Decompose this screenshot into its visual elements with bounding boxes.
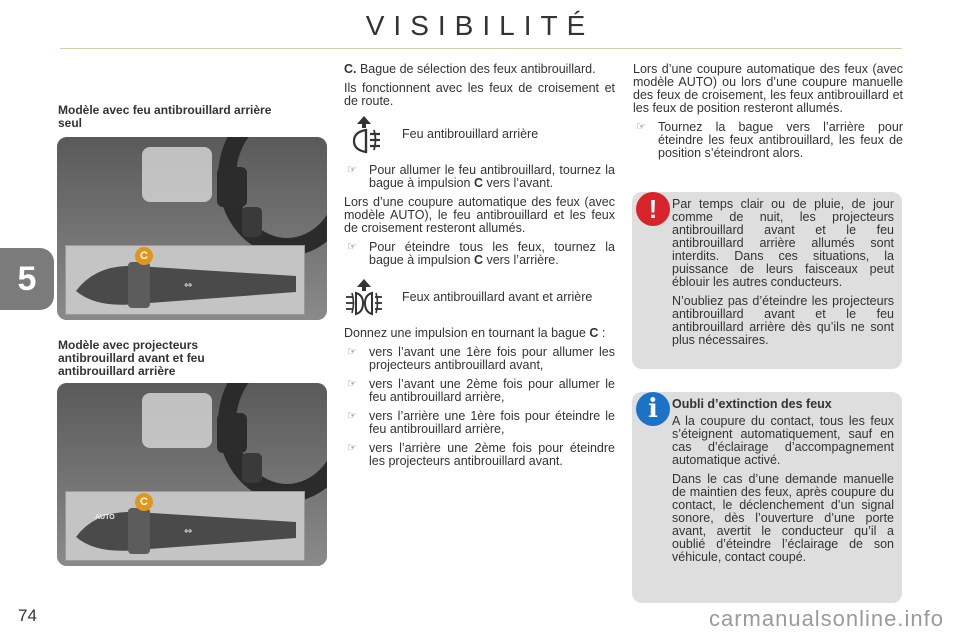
page-title: VISIBILITÉ [365,10,595,41]
watermark: carmanualsonline.info [708,606,944,631]
stalk-photo-rear-fog [57,137,327,320]
front-rear-fog-symbol-row [344,277,615,317]
front-rear-fog-label: Feux antibrouillard avant et arrière [402,289,593,304]
warning-paragraph-1: Par temps clair ou de pluie, de jour comme de nuit, les projecteurs antibrouillard avant et le feu antibrouillard arrière allumés sont interdits. Dans ces situations, la puissance de leurs faisceaux peut éblouir les autres conducteurs. [672,197,894,289]
ring-c-badge: C [135,247,153,265]
page-number: 74 [18,606,37,625]
svg-text:⇔: ⇔ [184,280,193,291]
rear-fog-icon [344,114,384,154]
bullet-turn-back: ☞ Tournez la bague vers l’arrière pour éteindre les feux antibrouillard, les feux de position s’éteindront alors. [636,120,903,160]
ring-c-text: Bague de sélection des feux antibrouillard. [356,62,596,76]
auto-manual-cutoff-paragraph: Lors d’une coupure automatique des feux (avec modèle AUTO) ou lors d’une coupure manuelle des feux de croisement, les feux antibrouillard et les feux de position resteront allumés. [633,62,903,115]
pointer-icon: ☞ [347,410,357,422]
title-divider [60,48,902,49]
pointer-icon: ☞ [347,442,357,454]
stalk-auto-label: AUTO [95,514,115,521]
pointer-icon: ☞ [636,121,646,133]
stalk-photo-front-rear-fog [57,383,327,566]
rear-fog-symbol-row [344,114,615,154]
warning-paragraph-2: N’oubliez pas d’éteindre les projecteurs antibrouillard avant et le feu antibrouillard arrière dès qu’ils ne sont plus nécessaires. [672,294,894,347]
chapter-tab [0,248,54,310]
stalk-closeup-inset [65,245,305,315]
rear-fog-label: Feu antibrouillard arrière [402,126,539,141]
ring-c-badge-2: C [135,493,153,511]
svg-text:⇔: ⇔ [184,526,193,537]
ring-c-definition [344,63,615,76]
bullet-turn-on-rear-fog: ☞ Pour allumer le feu antibrouillard, tournez la bague à impulsion C vers l’avant. [347,163,615,190]
info-icon: i [636,392,670,426]
intro-paragraph: Ils fonctionnent avec les feux de croisement et de route. [344,81,615,108]
info-paragraph-1: A la coupure du contact, tous les feux s’éteignent automatiquement, sauf en cas d’éclairage d’accompagnement automatique activé. [672,414,894,467]
bullet-step-1: ☞ vers l’avant une 1ère fois pour allumer les projecteurs antibrouillard avant, [347,345,615,372]
pointer-icon: ☞ [347,241,357,253]
info-box [632,392,902,603]
front-rear-fog-icon [344,277,384,317]
pointer-icon: ☞ [347,164,357,176]
stalk-closeup [66,246,304,314]
pointer-icon: ☞ [347,378,357,390]
stalk-closeup-inset-2 [65,491,305,561]
info-paragraph-2: Dans le cas d’une demande manuelle de maintien des feux, après coupure du contact, le déclenchement d’un signal sonore, dès l’ouverture d’une porte avant, avertit le conducteur qu’il a oublié d’éteindre l’éclairage de son véhicule, contact coupé. [672,472,894,564]
middle-column [344,63,615,474]
warning-box [632,192,902,369]
section-heading-rear-fog: Modèle avec feu antibrouillard arrière seul [58,103,272,130]
section-heading-front-rear-fog: Modèle avec projecteurs antibrouillard avant et feu antibrouillard arrière [58,338,205,378]
bullet-step-4: ☞ vers l’arrière une 2ème fois pour éteindre les projecteurs antibrouillard avant. [347,441,615,468]
stalk-closeup-2 [66,492,304,560]
auto-cutoff-paragraph: Lors d’une coupure automatique des feux (avec modèle AUTO), le feu antibrouillard et les feux de croisement resteront allumés. [344,195,615,235]
bullet-turn-off-all: ☞ Pour éteindre tous les feux, tournez la bague à impulsion C vers l’arrière. [347,240,615,267]
pointer-icon: ☞ [347,346,357,358]
chapter-number: 5 [17,259,37,298]
ring-impulse-paragraph: Donnez une impulsion en tournant la bague C : [344,326,606,340]
right-column [633,63,903,166]
bullet-step-2: ☞ vers l’avant une 2ème fois pour allumer le feu antibrouillard arrière, [347,377,615,404]
warning-icon: ! [636,192,670,226]
bullet-step-3: ☞ vers l’arrière une 1ère fois pour éteindre le feu antibrouillard arrière, [347,409,615,436]
ring-c-label: C. [344,62,357,76]
info-heading: Oubli d’extinction des feux [672,397,832,411]
